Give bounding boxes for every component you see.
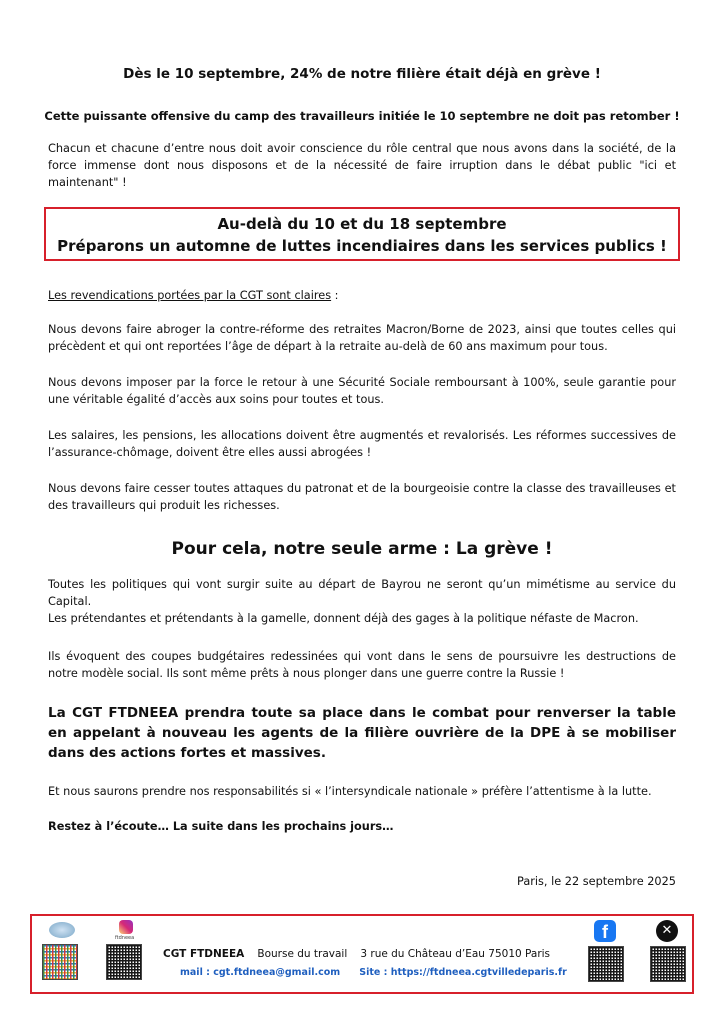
footer-address-line [163, 942, 550, 961]
qr-code-logo[interactable] [42, 944, 78, 980]
call-to-action: La CGT FTDNEEA prendra toute sa place dans le combat pour renverser la table en appelant à nouveau les agents de la filière ouvrière de la DPE à se mobiliser dans des actions fortes et massives. [48, 705, 676, 761]
qr-code-instagram[interactable] [106, 944, 142, 980]
instagram-caption: ftdneea [115, 935, 135, 941]
footer-address: 3 rue du Château d’Eau 75010 Paris [360, 948, 551, 960]
demands-heading-colon: : [331, 289, 339, 302]
strike-title: Pour cela, notre seule arme : La grève ! [171, 539, 553, 559]
headline-strike-percentage: Dès le 10 septembre, 24% de notre filière était déjà en grève ! [123, 66, 601, 82]
date-line: Paris, le 22 septembre 2025 [517, 875, 676, 888]
politics-paragraph-1 [48, 576, 676, 627]
qr-code-facebook[interactable] [588, 946, 624, 982]
footer-mail[interactable]: mail : cgt.ftdneea@gmail.com [180, 967, 341, 978]
footer-site[interactable]: Site : https://ftdneea.cgtvilledeparis.fr [359, 967, 567, 978]
politics-line: Les prétendantes et prétendants à la gamelle, donnent déjà des gages à la politique néfaste de Macron. [48, 612, 639, 625]
logo-icon [49, 922, 75, 938]
demand-securite-sociale [48, 374, 676, 408]
footer-bourse: Bourse du travail [257, 948, 348, 960]
demand-salaires [48, 427, 676, 461]
responsibility-text: Et nous saurons prendre nos responsabilités si « l’intersyndicale nationale » préfère l’attentisme à la lutte. [48, 785, 652, 798]
demand-patronat [48, 480, 676, 514]
demand-text: Les salaires, les pensions, les allocations doivent être augmentés et revalorisés. Les réformes successives de l’assurance-chômage, doivent être elles aussi abrogées ! [48, 429, 676, 459]
stay-tuned: Restez à l’écoute… La suite dans les prochains jours… [48, 820, 394, 833]
demand-text: Nous devons faire abroger la contre-réforme des retraites Macron/Borne de 2023, ainsi que toutes celles qui précèdent et qui ont reportées l’âge de départ à la retraite au-delà de 60 ans maximum pour tous. [48, 323, 676, 353]
demand-text: Nous devons faire cesser toutes attaques du patronat et de la bourgeoisie contre la classe des travailleuses et des travailleurs qui produit les richesses. [48, 482, 676, 512]
facebook-icon: f [594, 920, 616, 942]
demands-heading-text: Les revendications portées par la CGT sont claires [48, 289, 332, 302]
footer-box [30, 914, 694, 994]
x-icon: ✕ [656, 920, 678, 942]
headline-offensive: Cette puissante offensive du camp des travailleurs initiée le 10 septembre ne doit pas retomber ! [44, 109, 680, 123]
politics-line: Toutes les politiques qui vont surgir suite au départ de Bayrou ne seront qu’un mimétisme au service du Capital. [48, 578, 676, 608]
box-line-2: Préparons un automne de luttes incendiaires dans les services publics ! [57, 237, 667, 255]
politics-text: Ils évoquent des coupes budgétaires redessinées qui vont dans le sens de poursuivre les destructions de notre modèle social. Ils sont même prêts à nous plonger dans une guerre contre la Russie ! [48, 650, 676, 680]
politics-paragraph-2 [48, 648, 676, 682]
highlight-box [44, 207, 680, 261]
intro-paragraph [48, 140, 676, 191]
footer-org: CGT FTDNEEA [163, 948, 245, 960]
qr-code-x[interactable] [650, 946, 686, 982]
demand-text: Nous devons imposer par la force le retour à une Sécurité Sociale remboursant à 100%, seule garantie pour une véritable égalité d’accès aux soins pour toutes et tous. [48, 376, 676, 406]
instagram-icon [119, 920, 133, 934]
demands-heading [48, 287, 676, 304]
demand-retraites [48, 321, 676, 355]
responsibility-paragraph [48, 783, 676, 800]
footer-contact-line [180, 960, 567, 979]
box-line-1: Au-delà du 10 et du 18 septembre [217, 215, 507, 233]
intro-text: Chacun et chacune d’entre nous doit avoir conscience du rôle central que nous avons dans la société, de la force immense dont nous disposons et de la nécessité de faire irruption dans le débat public "ici et maintenant" ! [48, 142, 676, 189]
